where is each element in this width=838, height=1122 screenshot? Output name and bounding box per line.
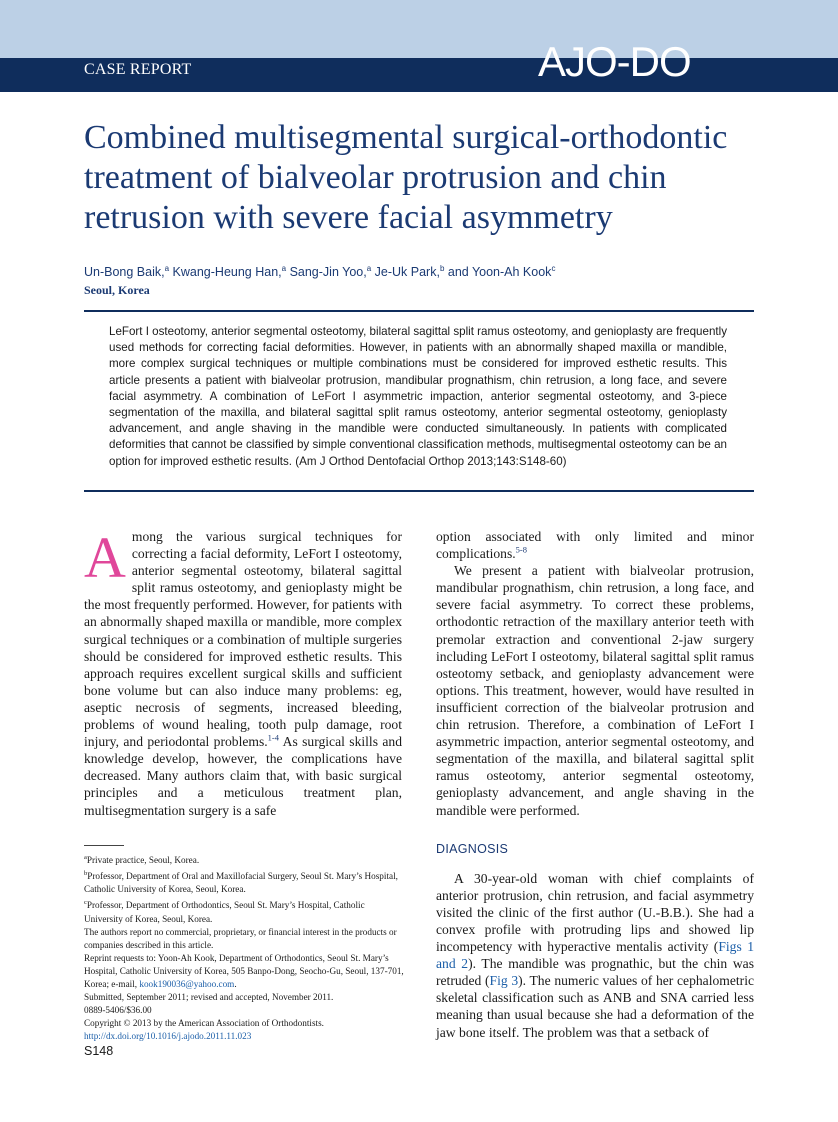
doi-link[interactable]: http://dx.doi.org/10.1016/j.ajodo.2011.11.023 (84, 1031, 252, 1042)
page-number: S148 (84, 1044, 114, 1058)
intro-paragraph (84, 525, 402, 819)
section-label: CASE REPORT (84, 61, 192, 78)
author-name: Sang-Jin Yoo, (286, 265, 367, 280)
author-affiliation-mark: b (439, 264, 445, 273)
diagnosis-text: A 30-year-old woman with chief complaints of anterior protrusion, chin retrusion, and facial asymmetry visited the clinic of the first author (U.-B.B.). She had a convex profile with protruding lips and showed lip incompetency with hyperactive mentalis activity ( (436, 870, 754, 955)
footnote-rule (84, 845, 124, 846)
intro-text: mong the various surgical techniques for correcting a facial deformity, LeFort I osteotomy, anterior segmental osteotomy, bilateral sagittal split ramus osteotomy, and genioplasty might be the most frequently performed. However, for patients with an abnormally shaped maxilla or mandible, more complex surgical techniques or a combination of multiple surgeries should be considered for improved esthetic results. This approach requires excellent surgical skills and sufficient bone volume but can also induce many problems: eg, aseptic necrosis of segments, increased bleeding, problems of wound healing, tooth pulp damage, root injury, and periodontal problems. (84, 529, 402, 750)
diagnosis-heading: DIAGNOSIS (436, 841, 509, 856)
author-name: Kwang-Heung Han, (169, 265, 282, 280)
author-affiliation-mark: a (281, 264, 287, 273)
header-top-band (0, 0, 838, 58)
footnotes (84, 851, 404, 1044)
author-affiliation-mark: a (366, 264, 372, 273)
citation-ref[interactable]: 1-4 (267, 732, 279, 743)
footnote-mark: a (84, 854, 87, 861)
footnote-copyright: Copyright © 2013 by the American Association of Orthodontists. (84, 1018, 324, 1029)
diagnosis-text: ). The mandible was prognathic, but the chin was retruded ( (436, 956, 754, 989)
footnote-reprint: Reprint requests to: Yoon-Ah Kook, Department of Orthodontics, Seoul St. Mary’s Hospital, Catholic University of Korea, 505 Banpo-Dong, Seocho-Gu, Seoul, 137-701, Korea; e-mail, kook190036@yahoo.com. (84, 952, 404, 990)
footnote-affiliation-b (84, 867, 404, 896)
footnote-mark: b (84, 870, 88, 878)
body-column-right (436, 528, 754, 1041)
abstract-top-rule (84, 310, 754, 312)
footnote-text: Professor, Department of Orthodontics, Seoul St. Mary’s Hospital, Catholic University of Korea, Seoul, Korea. (84, 900, 365, 924)
footnote-affiliation-a (84, 851, 404, 867)
footnote-disclosure: The authors report no commercial, proprietary, or financial interest in the products or companies described in this article. (84, 926, 397, 950)
author-name: Un-Bong Baik, (84, 265, 165, 280)
email-link[interactable]: kook190036@yahoo.com (139, 979, 235, 990)
intro-continuation (436, 528, 754, 562)
author-location: Seoul, Korea (84, 283, 150, 297)
footnote-issn: 0889-5406/$36.00 (84, 1005, 152, 1016)
case-summary-paragraph: We present a patient with bialveolar protrusion, mandibular prognathism, chin retrusion, a long face, and severe facial asymmetry. To correct these problems, orthodontic retraction of the maxillary anterior teeth with premolar extraction and conventional 2-jaw surgery including LeFort I osteotomy, bilateral sagittal split ramus osteotomy setback, and genioplasty advancement were options. This treatment, however, would have resulted in insufficient correction of the bialveolar protrusion and chin retrusion. Therefore, a combination of LeFort I asymmetric impaction, anterior segmental osteotomy, and segmentation of the maxilla, and bilateral sagittal split ramus osteotomy, anterior segmental osteotomy, genioplasty advancement, and angle shaving in the mandible were performed. (436, 563, 754, 818)
abstract: LeFort I osteotomy, anterior segmental osteotomy, bilateral sagittal split ramus osteotomy, and genioplasty are frequently used methods for correcting facial deformities. However, in patients with an abnormally shaped maxilla or mandible, more complex surgical techniques or multiple combinations must be considered for improved esthetic results. This article presents a patient with bialveolar protrusion, mandibular prognathism, chin retrusion, a long face, and severe facial asymmetry. A combination of LeFort I asymmetric impaction, anterior segmental osteotomy, and 3-piece segmentation of the maxilla, and bilateral sagittal split ramus osteotomy, anterior segmental osteotomy, genioplasty advancement, and angle shaving in the mandible were conducted simultaneously. In patients with complicated deformities that cannot be classified by simple conventional classification methods, multisegmental osteotomy can be an option for improved esthetic results. (Am J Orthod Dentofacial Orthop 2013;143:S148-60) (109, 325, 727, 468)
footnote-affiliation-c (84, 896, 404, 925)
citation-ref[interactable]: 5-8 (515, 544, 528, 555)
footnote-text: Professor, Department of Oral and Maxillofacial Surgery, Seoul St. Mary’s Hospital, Catholic University of Korea, Seoul, Korea. (84, 871, 398, 895)
continuation-text: option associated with only limited and minor complications. (436, 529, 754, 562)
journal-logo: AJO-DO (538, 38, 691, 85)
footnote-text: Private practice, Seoul, Korea. (86, 855, 200, 866)
drop-cap: A (84, 525, 126, 590)
diagnosis-text: ). The numeric values of her cephalometric skeletal classification such as ANB and SNA carried less meaning than usual because she had a deformation of the jaw bone itself. The problem was that a setback of (436, 973, 755, 1040)
intro-text-continued: As surgical skills and knowledge develop, however, the complications have decreased. Many authors claim that, with basic surgical principles and a meticulous treatment plan, multisegmentation surgery is a safe (84, 734, 402, 818)
article-title: Combined multisegmental surgical-orthodontic treatment of bialveolar protrusion and chin retrusion with severe facial asymmetry (84, 119, 728, 236)
footnote-submitted: Submitted, September 2011; revised and accepted, November 2011. (84, 992, 334, 1003)
figure-link[interactable]: Fig 3 (489, 973, 519, 989)
body-column-left (84, 525, 402, 819)
abstract-bottom-rule (84, 490, 754, 492)
author-affiliation-mark: c (551, 264, 556, 273)
footnote-doi (84, 1030, 404, 1043)
footnote-mark: c (84, 899, 87, 907)
diagnosis-paragraph (436, 870, 754, 1041)
author-list (84, 264, 764, 279)
author-name: Je-Uk Park, (371, 265, 440, 280)
author-name: and Yoon-Ah Kook (444, 265, 552, 280)
footnote-text: Reprint requests to: Yoon-Ah Kook, Department of Orthodontics, Seoul St. Mary’s Hospital, Catholic University of Korea, 505 Banpo-Dong, Seocho-Gu, Seoul, 137-701, Korea; e-mail, (84, 952, 404, 990)
author-affiliation-mark: a (164, 264, 170, 273)
figure-link[interactable]: Figs 1 and 2 (436, 939, 754, 972)
